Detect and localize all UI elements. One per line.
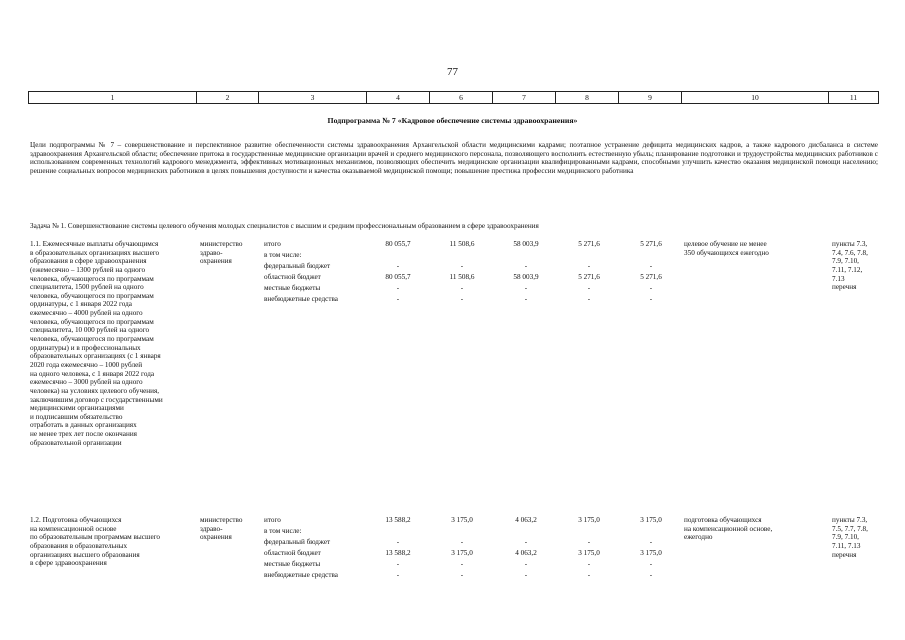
funding-amount: - bbox=[587, 560, 591, 568]
funding-amount: 11 508,6 bbox=[449, 240, 475, 248]
funding-amount bbox=[496, 251, 556, 262]
funding-amount bbox=[368, 527, 428, 538]
expected-result-line: целевое обучение не менее bbox=[684, 240, 767, 248]
funding-amount: - bbox=[587, 262, 591, 270]
indicator-reference-line: 7.11, 7.12, bbox=[832, 265, 863, 274]
funding-source-label: местные бюджеты bbox=[264, 560, 321, 568]
funding-amount: - bbox=[460, 295, 464, 303]
measure-name-line: в сфере здравоохранения bbox=[30, 559, 107, 568]
measure-name-line: человека, обучающегося по программам bbox=[30, 317, 154, 326]
funding-amount bbox=[368, 251, 428, 262]
measure-name-line: организациях высшего образования bbox=[30, 550, 140, 559]
funding-amount: - bbox=[396, 538, 400, 546]
funding-amount: 5 271,6 bbox=[578, 273, 600, 281]
funding-amount-column bbox=[496, 240, 556, 306]
column-number: 8 bbox=[556, 92, 619, 104]
column-number-header bbox=[28, 91, 879, 104]
funding-amount: 5 271,6 bbox=[578, 240, 600, 248]
measure-name-line: (ежемесячно – 1300 рублей на одного bbox=[30, 265, 146, 274]
measure-name-line: 1.2. Подготовка обучающихся bbox=[30, 516, 122, 524]
funding-source-label: областной бюджет bbox=[264, 273, 321, 281]
indicator-reference bbox=[832, 516, 882, 559]
funding-amount: - bbox=[524, 538, 528, 546]
indicator-reference-line: 7.9, 7.10, bbox=[832, 257, 859, 266]
funding-amount bbox=[496, 527, 556, 538]
funding-source-label: внебюджетные средства bbox=[264, 295, 338, 303]
funding-amount: - bbox=[649, 295, 653, 303]
funding-amount bbox=[559, 527, 619, 538]
subprogram-title: Подпрограмма № 7 «Кадровое обеспечение системы здравоохранения» bbox=[327, 116, 578, 125]
indicator-reference bbox=[832, 240, 882, 292]
funding-amount: 11 508,6 bbox=[449, 273, 475, 281]
funding-amount: - bbox=[396, 262, 400, 270]
funding-amount: 3 175,0 bbox=[578, 549, 600, 557]
funding-amount: - bbox=[524, 284, 528, 292]
column-number: 11 bbox=[829, 92, 879, 104]
funding-amount: - bbox=[649, 262, 653, 270]
column-number: 10 bbox=[682, 92, 829, 104]
funding-source-label: областной бюджет bbox=[264, 549, 321, 557]
expected-result bbox=[684, 516, 824, 542]
funding-amount: 3 175,0 bbox=[451, 549, 473, 557]
funding-amount-column bbox=[559, 240, 619, 306]
indicator-reference-line: 7.13 bbox=[832, 274, 845, 283]
measure-name-line: отработать в данных организациях bbox=[30, 421, 137, 430]
funding-amount bbox=[621, 251, 681, 262]
measure-name-line: человека) на условиях целевого обучения, bbox=[30, 386, 160, 395]
column-number: 6 bbox=[430, 92, 493, 104]
funding-amount: - bbox=[649, 284, 653, 292]
funding-sources bbox=[264, 516, 376, 582]
funding-amount: - bbox=[587, 284, 591, 292]
expected-result-line: подготовка обучающихся bbox=[684, 516, 762, 524]
column-number: 3 bbox=[259, 92, 367, 104]
funding-amount-column bbox=[621, 240, 681, 306]
funding-amount-column bbox=[559, 516, 619, 582]
column-number: 2 bbox=[197, 92, 259, 104]
measure-name-line: человека, обучающегося по программам bbox=[30, 335, 154, 344]
funding-amount: 4 063,2 bbox=[515, 549, 537, 557]
funding-source-label: внебюджетные средства bbox=[264, 571, 338, 579]
funding-sources bbox=[264, 240, 376, 306]
funding-source-label: федеральный бюджет bbox=[264, 262, 331, 270]
expected-result-line: на компенсационной основе, bbox=[684, 524, 773, 533]
column-number: 7 bbox=[493, 92, 556, 104]
measure-name-line: ординатуры, с 1 января 2022 года bbox=[30, 300, 132, 309]
measure-name bbox=[30, 516, 198, 568]
indicator-reference-line: пункты 7.3, bbox=[832, 240, 868, 248]
executor-line: здраво- bbox=[200, 248, 223, 257]
executor-line: здраво- bbox=[200, 524, 223, 533]
expected-result-line: 350 обучающихся ежегодно bbox=[684, 248, 769, 257]
executor-line: охранения bbox=[200, 533, 232, 542]
expected-result-line: ежегодно bbox=[684, 533, 713, 542]
page-number: 77 bbox=[447, 66, 458, 78]
measure-name-line: 1.1. Ежемесячные выплаты обучающимся bbox=[30, 240, 159, 248]
funding-amount: - bbox=[396, 295, 400, 303]
funding-amount-column bbox=[368, 516, 428, 582]
funding-amount: - bbox=[396, 560, 400, 568]
executor bbox=[200, 240, 260, 266]
funding-amount bbox=[621, 527, 681, 538]
measure-name-line: по образовательным программам высшего bbox=[30, 533, 161, 542]
funding-amount: 3 175,0 bbox=[578, 516, 600, 524]
expected-result bbox=[684, 240, 824, 257]
funding-amount: - bbox=[460, 560, 464, 568]
funding-amount-column bbox=[432, 240, 492, 306]
funding-amount: - bbox=[460, 538, 464, 546]
measure-name-line: ординатуры) и в профессиональных bbox=[30, 343, 141, 352]
task-heading: Задача № 1. Совершенствование системы целевого обучения молодых специалистов с высшим и средним профессиональным образованием в сфере здравоохранения bbox=[30, 222, 539, 230]
measure-name-line: человека, обучающегося по программам bbox=[30, 291, 154, 300]
funding-amount-column bbox=[621, 516, 681, 582]
measure-name-line: и подписавшим обязательство bbox=[30, 412, 123, 421]
funding-amount: 4 063,2 bbox=[515, 516, 537, 524]
funding-amount bbox=[559, 251, 619, 262]
measure-name-line: образовательной организации bbox=[30, 438, 122, 447]
column-number: 4 bbox=[367, 92, 430, 104]
funding-amount: - bbox=[396, 284, 400, 292]
funding-amount: - bbox=[460, 571, 464, 579]
measure-name-line: медицинскими организациями bbox=[30, 404, 124, 413]
indicator-reference-line: 7.5, 7.7, 7.8, bbox=[832, 524, 868, 533]
measure-name-line: в образовательных организациях высшего bbox=[30, 248, 160, 257]
funding-amount-column bbox=[432, 516, 492, 582]
funding-amount bbox=[432, 527, 492, 538]
funding-source-label: федеральный бюджет bbox=[264, 538, 331, 546]
measure-name-line: не менее трех лет после окончания bbox=[30, 430, 137, 439]
indicator-reference-line: перечня bbox=[832, 550, 857, 559]
funding-amount-column bbox=[496, 516, 556, 582]
funding-amount: 80 055,7 bbox=[385, 273, 411, 281]
measure-name-line: образования в сфере здравоохранения bbox=[30, 257, 147, 266]
funding-amount: 80 055,7 bbox=[385, 240, 411, 248]
column-number: 9 bbox=[619, 92, 682, 104]
measure-name-line: 2020 года ежемесячно – 1000 рублей bbox=[30, 360, 143, 369]
indicator-reference-line: перечня bbox=[832, 283, 857, 292]
indicator-reference-line: 7.11, 7.13 bbox=[832, 541, 861, 550]
measure-name-line: на компенсационной основе bbox=[30, 524, 117, 533]
measure-name-line: на одного человека, с 1 января 2022 года bbox=[30, 369, 155, 378]
funding-amount: - bbox=[524, 571, 528, 579]
funding-amount: - bbox=[649, 571, 653, 579]
funding-amount: - bbox=[460, 284, 464, 292]
measure-name-line: заключившим договор с государственными bbox=[30, 395, 163, 404]
funding-amount: - bbox=[524, 295, 528, 303]
funding-amount: - bbox=[460, 262, 464, 270]
indicator-reference-line: 7.9, 7.10, bbox=[832, 533, 859, 542]
measure-name-line: специалитета, 1500 рублей на одного bbox=[30, 283, 144, 292]
funding-source-label: итого bbox=[264, 516, 281, 524]
funding-amount: - bbox=[524, 560, 528, 568]
measure-name-line: ежемесячно – 3000 рублей на одного bbox=[30, 378, 143, 387]
executor-line: охранения bbox=[200, 257, 232, 266]
funding-amount: - bbox=[649, 560, 653, 568]
funding-amount: 5 271,6 bbox=[640, 240, 662, 248]
funding-amount bbox=[432, 251, 492, 262]
funding-amount: 58 003,9 bbox=[513, 273, 539, 281]
measure-name bbox=[30, 240, 198, 447]
executor bbox=[200, 516, 260, 542]
funding-amount: 13 588,2 bbox=[385, 549, 411, 557]
funding-amount: - bbox=[524, 262, 528, 270]
measure-name-line: человека, обучающегося по программам bbox=[30, 274, 154, 283]
funding-amount: - bbox=[396, 571, 400, 579]
funding-amount-column bbox=[368, 240, 428, 306]
funding-amount: 3 175,0 bbox=[640, 549, 662, 557]
subprogram-goals: Цели подпрограммы № 7 – совершенствование и перспективное развитие обеспеченности системы здравоохранения Архангельской области медицинскими кадрами; поэтапное устранение дефицита медицинских кадров, а также кадрового дисбаланса в системе здравоохранения Архангельской области; обеспечение притока в государственные медицинские организации врачей и среднего медицинского персонала, позволяющего восполнить естественную убыль; планирование подготовки и трудоустройства медицинских работников с использованием современных технологий кадрового менеджмента, эффективных мотивационных механизмов, позволяющих обеспечить медицинские организации квалифицированными кадрами, способными улучшить качество оказания медицинской помощи населению; решение социальных вопросов медицинских работников в целях повышения доступности и качества оказываемой медицинской помощи; повышение престижа профессии медицинского работника bbox=[30, 141, 878, 175]
funding-amount: - bbox=[587, 538, 591, 546]
funding-source-label: в том числе: bbox=[264, 527, 302, 535]
executor-line: министерство bbox=[200, 516, 243, 524]
funding-amount: 3 175,0 bbox=[640, 516, 662, 524]
funding-amount: 58 003,9 bbox=[513, 240, 539, 248]
column-number: 1 bbox=[29, 92, 197, 104]
measure-name-line: специалитета, 10 000 рублей на одного bbox=[30, 326, 150, 335]
funding-source-label: итого bbox=[264, 240, 281, 248]
funding-amount: - bbox=[587, 295, 591, 303]
measure-name-line: ежемесячно – 4000 рублей на одного bbox=[30, 309, 143, 318]
measure-name-line: образовательных организациях (с 1 января bbox=[30, 352, 161, 361]
indicator-reference-line: 7.4, 7.6, 7.8, bbox=[832, 248, 868, 257]
measure-name-line: образования в образовательных bbox=[30, 541, 128, 550]
funding-amount: - bbox=[587, 571, 591, 579]
funding-amount: 13 588,2 bbox=[385, 516, 411, 524]
funding-source-label: в том числе: bbox=[264, 251, 302, 259]
funding-source-label: местные бюджеты bbox=[264, 284, 321, 292]
funding-amount: 5 271,6 bbox=[640, 273, 662, 281]
indicator-reference-line: пункты 7.3, bbox=[832, 516, 868, 524]
funding-amount: 3 175,0 bbox=[451, 516, 473, 524]
funding-amount: - bbox=[649, 538, 653, 546]
executor-line: министерство bbox=[200, 240, 243, 248]
